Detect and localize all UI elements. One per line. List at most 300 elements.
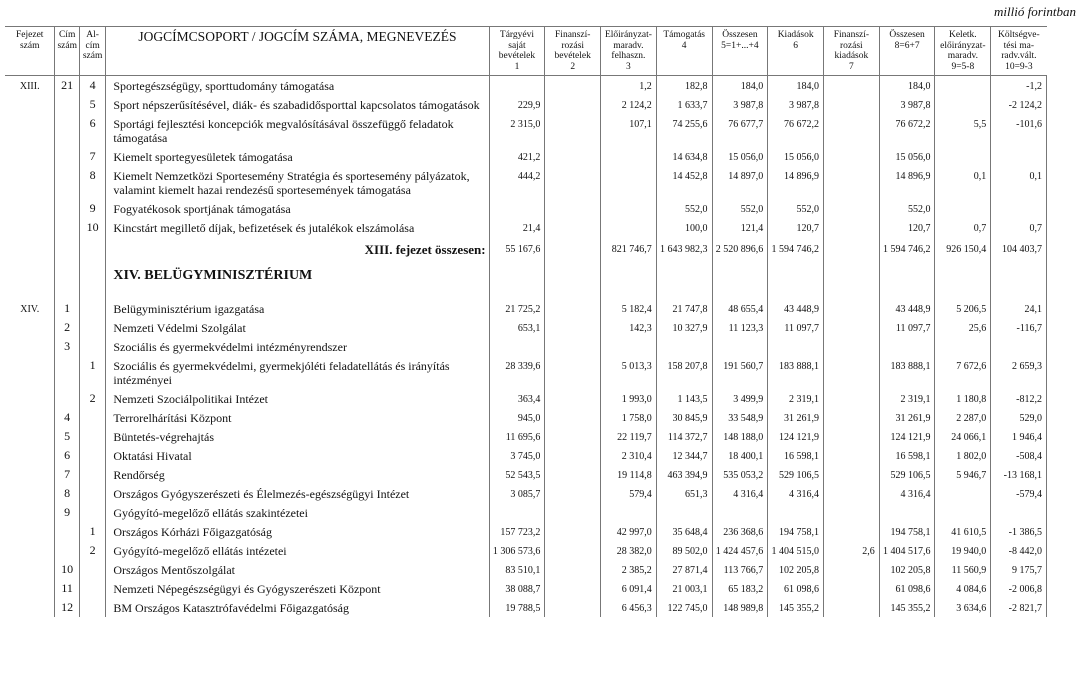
- value-cell-col-7: [824, 199, 880, 218]
- fejezet-cell: [5, 166, 55, 199]
- value-cell-col-4: 651,3: [656, 484, 712, 503]
- value-cell-col-4: 21 003,1: [656, 579, 712, 598]
- value-cell-col-4: [656, 337, 712, 356]
- name-cell: Sportági fejlesztési koncepciók megvalósításával összefüggő feladatok támogatása: [106, 114, 489, 147]
- alcim-cell: 7: [79, 147, 105, 166]
- table-row: [5, 522, 1047, 541]
- value-cell-col-2: [545, 446, 601, 465]
- value-cell-col-2: [545, 465, 601, 484]
- value-cell-col-1: 1 306 573,6: [489, 541, 545, 560]
- name-cell: Fogyatékosok sportjának támogatása: [106, 199, 489, 218]
- value-cell-col-9: 0,1: [935, 166, 991, 199]
- value-cell-col-10: 24,1: [991, 299, 1047, 318]
- fejezet-cell: [5, 237, 55, 299]
- alcim-cell: [79, 408, 105, 427]
- value-cell-col-10: -2 821,7: [991, 598, 1047, 617]
- header-col-7: [824, 27, 880, 76]
- value-cell-col-7: [824, 598, 880, 617]
- value-cell-col-8: [879, 503, 935, 522]
- cim-cell: 21: [55, 76, 79, 96]
- value-cell-col-4: 1 143,5: [656, 389, 712, 408]
- value-cell-col-3: 28 382,0: [601, 541, 657, 560]
- value-cell-col-9: 1 802,0: [935, 446, 991, 465]
- name-cell: Gyógyító-megelőző ellátás intézetei: [106, 541, 489, 560]
- value-cell-col-1: 52 543,5: [489, 465, 545, 484]
- value-cell-col-2: [545, 408, 601, 427]
- value-cell-col-5: 76 677,7: [712, 114, 768, 147]
- name-cell: Rendőrség: [106, 465, 489, 484]
- name-cell: Országos Kórházi Főigazgatóság: [106, 522, 489, 541]
- value-cell-col-6: 194 758,1: [768, 522, 824, 541]
- header-col-label: Összesen: [889, 30, 925, 40]
- value-cell-col-3: 6 456,3: [601, 598, 657, 617]
- table-row: [5, 218, 1047, 237]
- value-cell-col-9: 25,6: [935, 318, 991, 337]
- value-cell-col-4: 74 255,6: [656, 114, 712, 147]
- name-cell: Szociális és gyermekvédelmi intézményrendszer: [106, 337, 489, 356]
- value-cell-col-2: [545, 427, 601, 446]
- value-cell-col-6: [768, 337, 824, 356]
- alcim-cell: [79, 237, 105, 299]
- value-cell-col-1: 653,1: [489, 318, 545, 337]
- alcim-cell: [79, 503, 105, 522]
- value-cell-col-4: 122 745,0: [656, 598, 712, 617]
- cim-cell: [55, 199, 79, 218]
- value-cell-col-1: 444,2: [489, 166, 545, 199]
- value-cell-col-9: 11 560,9: [935, 560, 991, 579]
- name-cell: Gyógyító-megelőző ellátás szakintézetei: [106, 503, 489, 522]
- budget-table: [5, 26, 1047, 617]
- value-cell-col-1: 38 088,7: [489, 579, 545, 598]
- value-cell-col-6: 16 598,1: [768, 446, 824, 465]
- value-cell-col-7: [824, 337, 880, 356]
- value-cell-col-7: [824, 356, 880, 389]
- table-row: [5, 408, 1047, 427]
- total-label: XIII. fejezet összesen:: [364, 242, 486, 257]
- value-cell-col-6: 145 355,2: [768, 598, 824, 617]
- value-cell-col-5: 236 368,6: [712, 522, 768, 541]
- value-cell-col-10: -13 168,1: [991, 465, 1047, 484]
- value-cell-col-9: 41 610,5: [935, 522, 991, 541]
- fejezet-cell: XIII.: [5, 76, 55, 96]
- value-cell-col-10: -116,7: [991, 318, 1047, 337]
- value-cell-col-6: 2 319,1: [768, 389, 824, 408]
- header-col-3: [601, 27, 657, 76]
- table-row: [5, 465, 1047, 484]
- fejezet-cell: [5, 147, 55, 166]
- cim-cell: 4: [55, 408, 79, 427]
- fejezet-cell: [5, 465, 55, 484]
- value-cell-col-3: 142,3: [601, 318, 657, 337]
- value-cell-col-5: [712, 337, 768, 356]
- header-col-number: 10=9-3: [1005, 61, 1033, 72]
- value-cell-col-9: [935, 76, 991, 96]
- value-cell-col-1: 2 315,0: [489, 114, 545, 147]
- value-cell-col-8: 16 598,1: [879, 446, 935, 465]
- table-row: [5, 503, 1047, 522]
- alcim-cell: 9: [79, 199, 105, 218]
- value-cell-col-9: 1 180,8: [935, 389, 991, 408]
- value-cell-col-1: 229,9: [489, 95, 545, 114]
- value-cell-col-4: [656, 503, 712, 522]
- value-cell-col-1: [489, 337, 545, 356]
- alcim-cell: 2: [79, 541, 105, 560]
- alcim-cell: [79, 337, 105, 356]
- cim-cell: [55, 389, 79, 408]
- cim-cell: 8: [55, 484, 79, 503]
- value-cell-col-6: 3 987,8: [768, 95, 824, 114]
- value-cell-col-2: [545, 541, 601, 560]
- value-cell-col-3: [601, 337, 657, 356]
- table-row: [5, 166, 1047, 199]
- value-cell-col-4: 30 845,9: [656, 408, 712, 427]
- value-cell-col-10: -508,4: [991, 446, 1047, 465]
- cim-cell: [55, 356, 79, 389]
- value-cell-col-3: 19 114,8: [601, 465, 657, 484]
- value-cell-col-1: 19 788,5: [489, 598, 545, 617]
- value-cell-col-7: [824, 408, 880, 427]
- cim-cell: 2: [55, 318, 79, 337]
- value-cell-col-2: [545, 598, 601, 617]
- value-cell-col-9: 5 206,5: [935, 299, 991, 318]
- value-cell-col-9: 4 084,6: [935, 579, 991, 598]
- value-cell-col-2: [545, 337, 601, 356]
- total-value-col-10: 104 403,7: [991, 237, 1047, 299]
- value-cell-col-7: [824, 147, 880, 166]
- value-cell-col-5: 4 316,4: [712, 484, 768, 503]
- value-cell-col-10: -101,6: [991, 114, 1047, 147]
- value-cell-col-8: 43 448,9: [879, 299, 935, 318]
- value-cell-col-6: 31 261,9: [768, 408, 824, 427]
- cim-cell: 9: [55, 503, 79, 522]
- alcim-cell: [79, 484, 105, 503]
- value-cell-col-5: 48 655,4: [712, 299, 768, 318]
- value-cell-col-6: 1 404 515,0: [768, 541, 824, 560]
- value-cell-col-5: 148 989,8: [712, 598, 768, 617]
- value-cell-col-4: 27 871,4: [656, 560, 712, 579]
- chapter-title: XIV. BELÜGYMINISZTÉRIUM: [113, 268, 313, 283]
- value-cell-col-7: [824, 299, 880, 318]
- value-cell-col-5: 18 400,1: [712, 446, 768, 465]
- fejezet-cell: [5, 484, 55, 503]
- value-cell-col-3: 579,4: [601, 484, 657, 503]
- value-cell-col-3: 22 119,7: [601, 427, 657, 446]
- value-cell-col-10: 1 946,4: [991, 427, 1047, 446]
- alcim-cell: [79, 465, 105, 484]
- value-cell-col-5: 1 424 457,6: [712, 541, 768, 560]
- name-cell: Oktatási Hivatal: [106, 446, 489, 465]
- value-cell-col-1: [489, 199, 545, 218]
- header-col-number: 9=5-8: [951, 61, 975, 72]
- value-cell-col-2: [545, 218, 601, 237]
- value-cell-col-2: [545, 522, 601, 541]
- fejezet-cell: [5, 389, 55, 408]
- header-col-number: 3: [626, 61, 631, 72]
- value-cell-col-8: 120,7: [879, 218, 935, 237]
- value-cell-col-1: 945,0: [489, 408, 545, 427]
- value-cell-col-5: 191 560,7: [712, 356, 768, 389]
- header-col-label: Előirányzat- maradv. felhaszn.: [604, 30, 652, 61]
- alcim-cell: 5: [79, 95, 105, 114]
- value-cell-col-8: 184,0: [879, 76, 935, 96]
- value-cell-col-7: [824, 114, 880, 147]
- value-cell-col-10: [991, 147, 1047, 166]
- header-col-label: Finanszí- rozási kiadások: [833, 30, 870, 61]
- value-cell-col-6: 43 448,9: [768, 299, 824, 318]
- value-cell-col-7: [824, 465, 880, 484]
- fejezet-cell: XIV.: [5, 299, 55, 318]
- value-cell-col-10: [991, 503, 1047, 522]
- value-cell-col-8: 76 672,2: [879, 114, 935, 147]
- value-cell-col-2: [545, 356, 601, 389]
- value-cell-col-8: 552,0: [879, 199, 935, 218]
- value-cell-col-4: 463 394,9: [656, 465, 712, 484]
- name-cell: Kiemelt sportegyesületek támogatása: [106, 147, 489, 166]
- value-cell-col-10: -812,2: [991, 389, 1047, 408]
- value-cell-col-2: [545, 560, 601, 579]
- value-cell-col-9: 5,5: [935, 114, 991, 147]
- value-cell-col-9: [935, 95, 991, 114]
- value-cell-col-3: 6 091,4: [601, 579, 657, 598]
- value-cell-col-5: 15 056,0: [712, 147, 768, 166]
- chapter-total-row: [5, 237, 1047, 299]
- value-cell-col-2: [545, 95, 601, 114]
- value-cell-col-8: 3 987,8: [879, 95, 935, 114]
- table-row: [5, 76, 1047, 96]
- header-col-number: 4: [681, 40, 687, 51]
- value-cell-col-4: 21 747,8: [656, 299, 712, 318]
- value-cell-col-5: 3 987,8: [712, 95, 768, 114]
- value-cell-col-7: [824, 579, 880, 598]
- header-col-label: Finanszí- rozási bevételek: [554, 30, 591, 61]
- cim-cell: [55, 541, 79, 560]
- value-cell-col-6: 529 106,5: [768, 465, 824, 484]
- total-value-col-4: 1 643 982,3: [656, 237, 712, 299]
- value-cell-col-6: 124 121,9: [768, 427, 824, 446]
- value-cell-col-1: 3 085,7: [489, 484, 545, 503]
- total-value-col-2: [545, 237, 601, 299]
- total-value-col-6: 1 594 746,2: [768, 237, 824, 299]
- alcim-cell: [79, 318, 105, 337]
- name-cell: Országos Mentőszolgálat: [106, 560, 489, 579]
- fejezet-cell: [5, 114, 55, 147]
- fejezet-cell: [5, 503, 55, 522]
- value-cell-col-10: -2 124,2: [991, 95, 1047, 114]
- value-cell-col-7: [824, 95, 880, 114]
- name-cell: Sportegészségügy, sporttudomány támogatása: [106, 76, 489, 96]
- cim-cell: 3: [55, 337, 79, 356]
- value-cell-col-9: 7 672,6: [935, 356, 991, 389]
- value-cell-col-8: 145 355,2: [879, 598, 935, 617]
- fejezet-cell: [5, 318, 55, 337]
- total-value-col-7: [824, 237, 880, 299]
- total-value-col-8: 1 594 746,2: [879, 237, 935, 299]
- value-cell-col-10: 0,7: [991, 218, 1047, 237]
- cim-cell: 1: [55, 299, 79, 318]
- cim-cell: [55, 95, 79, 114]
- value-cell-col-4: 14 452,8: [656, 166, 712, 199]
- table-row: [5, 427, 1047, 446]
- value-cell-col-6: 120,7: [768, 218, 824, 237]
- name-cell: Nemzeti Szociálpolitikai Intézet: [106, 389, 489, 408]
- value-cell-col-8: 2 319,1: [879, 389, 935, 408]
- value-cell-col-8: 529 106,5: [879, 465, 935, 484]
- table-row: [5, 114, 1047, 147]
- header-col-9: [935, 27, 991, 76]
- value-cell-col-4: 114 372,7: [656, 427, 712, 446]
- value-cell-col-4: 12 344,7: [656, 446, 712, 465]
- value-cell-col-3: 2 124,2: [601, 95, 657, 114]
- value-cell-col-2: [545, 318, 601, 337]
- cim-cell: [55, 166, 79, 199]
- value-cell-col-1: 21 725,2: [489, 299, 545, 318]
- table-row: [5, 299, 1047, 318]
- value-cell-col-3: 5 013,3: [601, 356, 657, 389]
- header-col-label: Költségve- tési ma- radv.vált.: [998, 30, 1040, 61]
- alcim-cell: 1: [79, 522, 105, 541]
- value-cell-col-1: 11 695,6: [489, 427, 545, 446]
- alcim-cell: [79, 598, 105, 617]
- value-cell-col-5: 148 188,0: [712, 427, 768, 446]
- name-cell: BM Országos Katasztrófavédelmi Főigazgatóság: [106, 598, 489, 617]
- value-cell-col-7: [824, 427, 880, 446]
- value-cell-col-3: 5 182,4: [601, 299, 657, 318]
- cim-cell: 7: [55, 465, 79, 484]
- alcim-cell: [79, 446, 105, 465]
- name-cell: Kiemelt Nemzetközi Sportesemény Stratégia és sportesemény pályázatok, valamint kiemelt hazai rendezésű sportesemények támogatása: [106, 166, 489, 199]
- value-cell-col-5: 14 897,0: [712, 166, 768, 199]
- value-cell-col-7: [824, 218, 880, 237]
- value-cell-col-3: 42 997,0: [601, 522, 657, 541]
- value-cell-col-10: 529,0: [991, 408, 1047, 427]
- name-cell: [106, 237, 489, 299]
- alcim-cell: 1: [79, 356, 105, 389]
- header-col-number: 5=1+...+4: [721, 40, 759, 51]
- total-value-col-9: 926 150,4: [935, 237, 991, 299]
- header-col-label: Kiadások: [777, 30, 814, 40]
- value-cell-col-6: 15 056,0: [768, 147, 824, 166]
- value-cell-col-10: 0,1: [991, 166, 1047, 199]
- value-cell-col-10: -8 442,0: [991, 541, 1047, 560]
- alcim-cell: [79, 560, 105, 579]
- table-row: [5, 356, 1047, 389]
- value-cell-col-5: 3 499,9: [712, 389, 768, 408]
- header-col-6: [768, 27, 824, 76]
- name-cell: Országos Gyógyszerészeti és Élelmezés-egészségügyi Intézet: [106, 484, 489, 503]
- value-cell-col-2: [545, 166, 601, 199]
- value-cell-col-2: [545, 503, 601, 522]
- value-cell-col-4: 1 633,7: [656, 95, 712, 114]
- value-cell-col-5: 65 183,2: [712, 579, 768, 598]
- header-col-2: [545, 27, 601, 76]
- value-cell-col-7: [824, 446, 880, 465]
- value-cell-col-7: [824, 560, 880, 579]
- value-cell-col-7: 2,6: [824, 541, 880, 560]
- value-cell-col-1: 421,2: [489, 147, 545, 166]
- value-cell-col-3: 1,2: [601, 76, 657, 96]
- name-cell: Belügyminisztérium igazgatása: [106, 299, 489, 318]
- value-cell-col-8: 1 404 517,6: [879, 541, 935, 560]
- value-cell-col-9: [935, 337, 991, 356]
- value-cell-col-8: 15 056,0: [879, 147, 935, 166]
- value-cell-col-3: 2 385,2: [601, 560, 657, 579]
- value-cell-col-8: 31 261,9: [879, 408, 935, 427]
- value-cell-col-6: 552,0: [768, 199, 824, 218]
- value-cell-col-3: 2 310,4: [601, 446, 657, 465]
- value-cell-col-5: 184,0: [712, 76, 768, 96]
- header-col-10: [991, 27, 1047, 76]
- value-cell-col-7: [824, 166, 880, 199]
- header-col-label: Támogatás: [663, 30, 705, 40]
- alcim-cell: 2: [79, 389, 105, 408]
- value-cell-col-9: 2 287,0: [935, 408, 991, 427]
- total-value-col-1: 55 167,6: [489, 237, 545, 299]
- value-cell-col-4: 14 634,8: [656, 147, 712, 166]
- header-col-label: Tárgyévi saját bevételek: [498, 30, 536, 61]
- value-cell-col-10: -1 386,5: [991, 522, 1047, 541]
- value-cell-col-3: 1 758,0: [601, 408, 657, 427]
- header-col-number: 8=6+7: [894, 40, 920, 51]
- table-row: [5, 199, 1047, 218]
- header-col-number: 2: [570, 61, 576, 72]
- fejezet-cell: [5, 541, 55, 560]
- value-cell-col-2: [545, 76, 601, 96]
- value-cell-col-6: 11 097,7: [768, 318, 824, 337]
- value-cell-col-2: [545, 579, 601, 598]
- fejezet-cell: [5, 356, 55, 389]
- header-col-8: [879, 27, 935, 76]
- value-cell-col-6: 4 316,4: [768, 484, 824, 503]
- value-cell-col-8: 14 896,9: [879, 166, 935, 199]
- alcim-cell: 8: [79, 166, 105, 199]
- value-cell-col-2: [545, 484, 601, 503]
- header-col-label: Összesen: [722, 30, 758, 40]
- name-cell: Szociális és gyermekvédelmi, gyermekjóléti feladatellátás és irányítás intézményei: [106, 356, 489, 389]
- name-cell: Büntetés-végrehajtás: [106, 427, 489, 446]
- table-row: [5, 541, 1047, 560]
- value-cell-col-3: [601, 166, 657, 199]
- value-cell-col-9: 5 946,7: [935, 465, 991, 484]
- value-cell-col-7: [824, 484, 880, 503]
- value-cell-col-6: 184,0: [768, 76, 824, 96]
- value-cell-col-5: 113 766,7: [712, 560, 768, 579]
- value-cell-col-5: 535 053,2: [712, 465, 768, 484]
- value-cell-col-6: 14 896,9: [768, 166, 824, 199]
- name-cell: Nemzeti Védelmi Szolgálat: [106, 318, 489, 337]
- value-cell-col-2: [545, 199, 601, 218]
- name-cell: Sport népszerűsítésével, diák- és szabadidősporttal kapcsolatos támogatások: [106, 95, 489, 114]
- table-row: [5, 598, 1047, 617]
- cim-cell: 6: [55, 446, 79, 465]
- value-cell-col-7: [824, 76, 880, 96]
- cim-cell: 11: [55, 579, 79, 598]
- value-cell-col-6: 102 205,8: [768, 560, 824, 579]
- value-cell-col-2: [545, 147, 601, 166]
- fejezet-cell: [5, 199, 55, 218]
- value-cell-col-2: [545, 299, 601, 318]
- fejezet-cell: [5, 446, 55, 465]
- table-row: [5, 147, 1047, 166]
- header-col-4: [656, 27, 712, 76]
- value-cell-col-6: 183 888,1: [768, 356, 824, 389]
- value-cell-col-9: 0,7: [935, 218, 991, 237]
- header-row: [5, 27, 1047, 76]
- header-name: JOGCÍMCSOPORT / JOGCÍM SZÁMA, MEGNEVEZÉS: [106, 27, 489, 76]
- value-cell-col-4: 35 648,4: [656, 522, 712, 541]
- value-cell-col-5: 121,4: [712, 218, 768, 237]
- value-cell-col-10: [991, 337, 1047, 356]
- alcim-cell: [79, 427, 105, 446]
